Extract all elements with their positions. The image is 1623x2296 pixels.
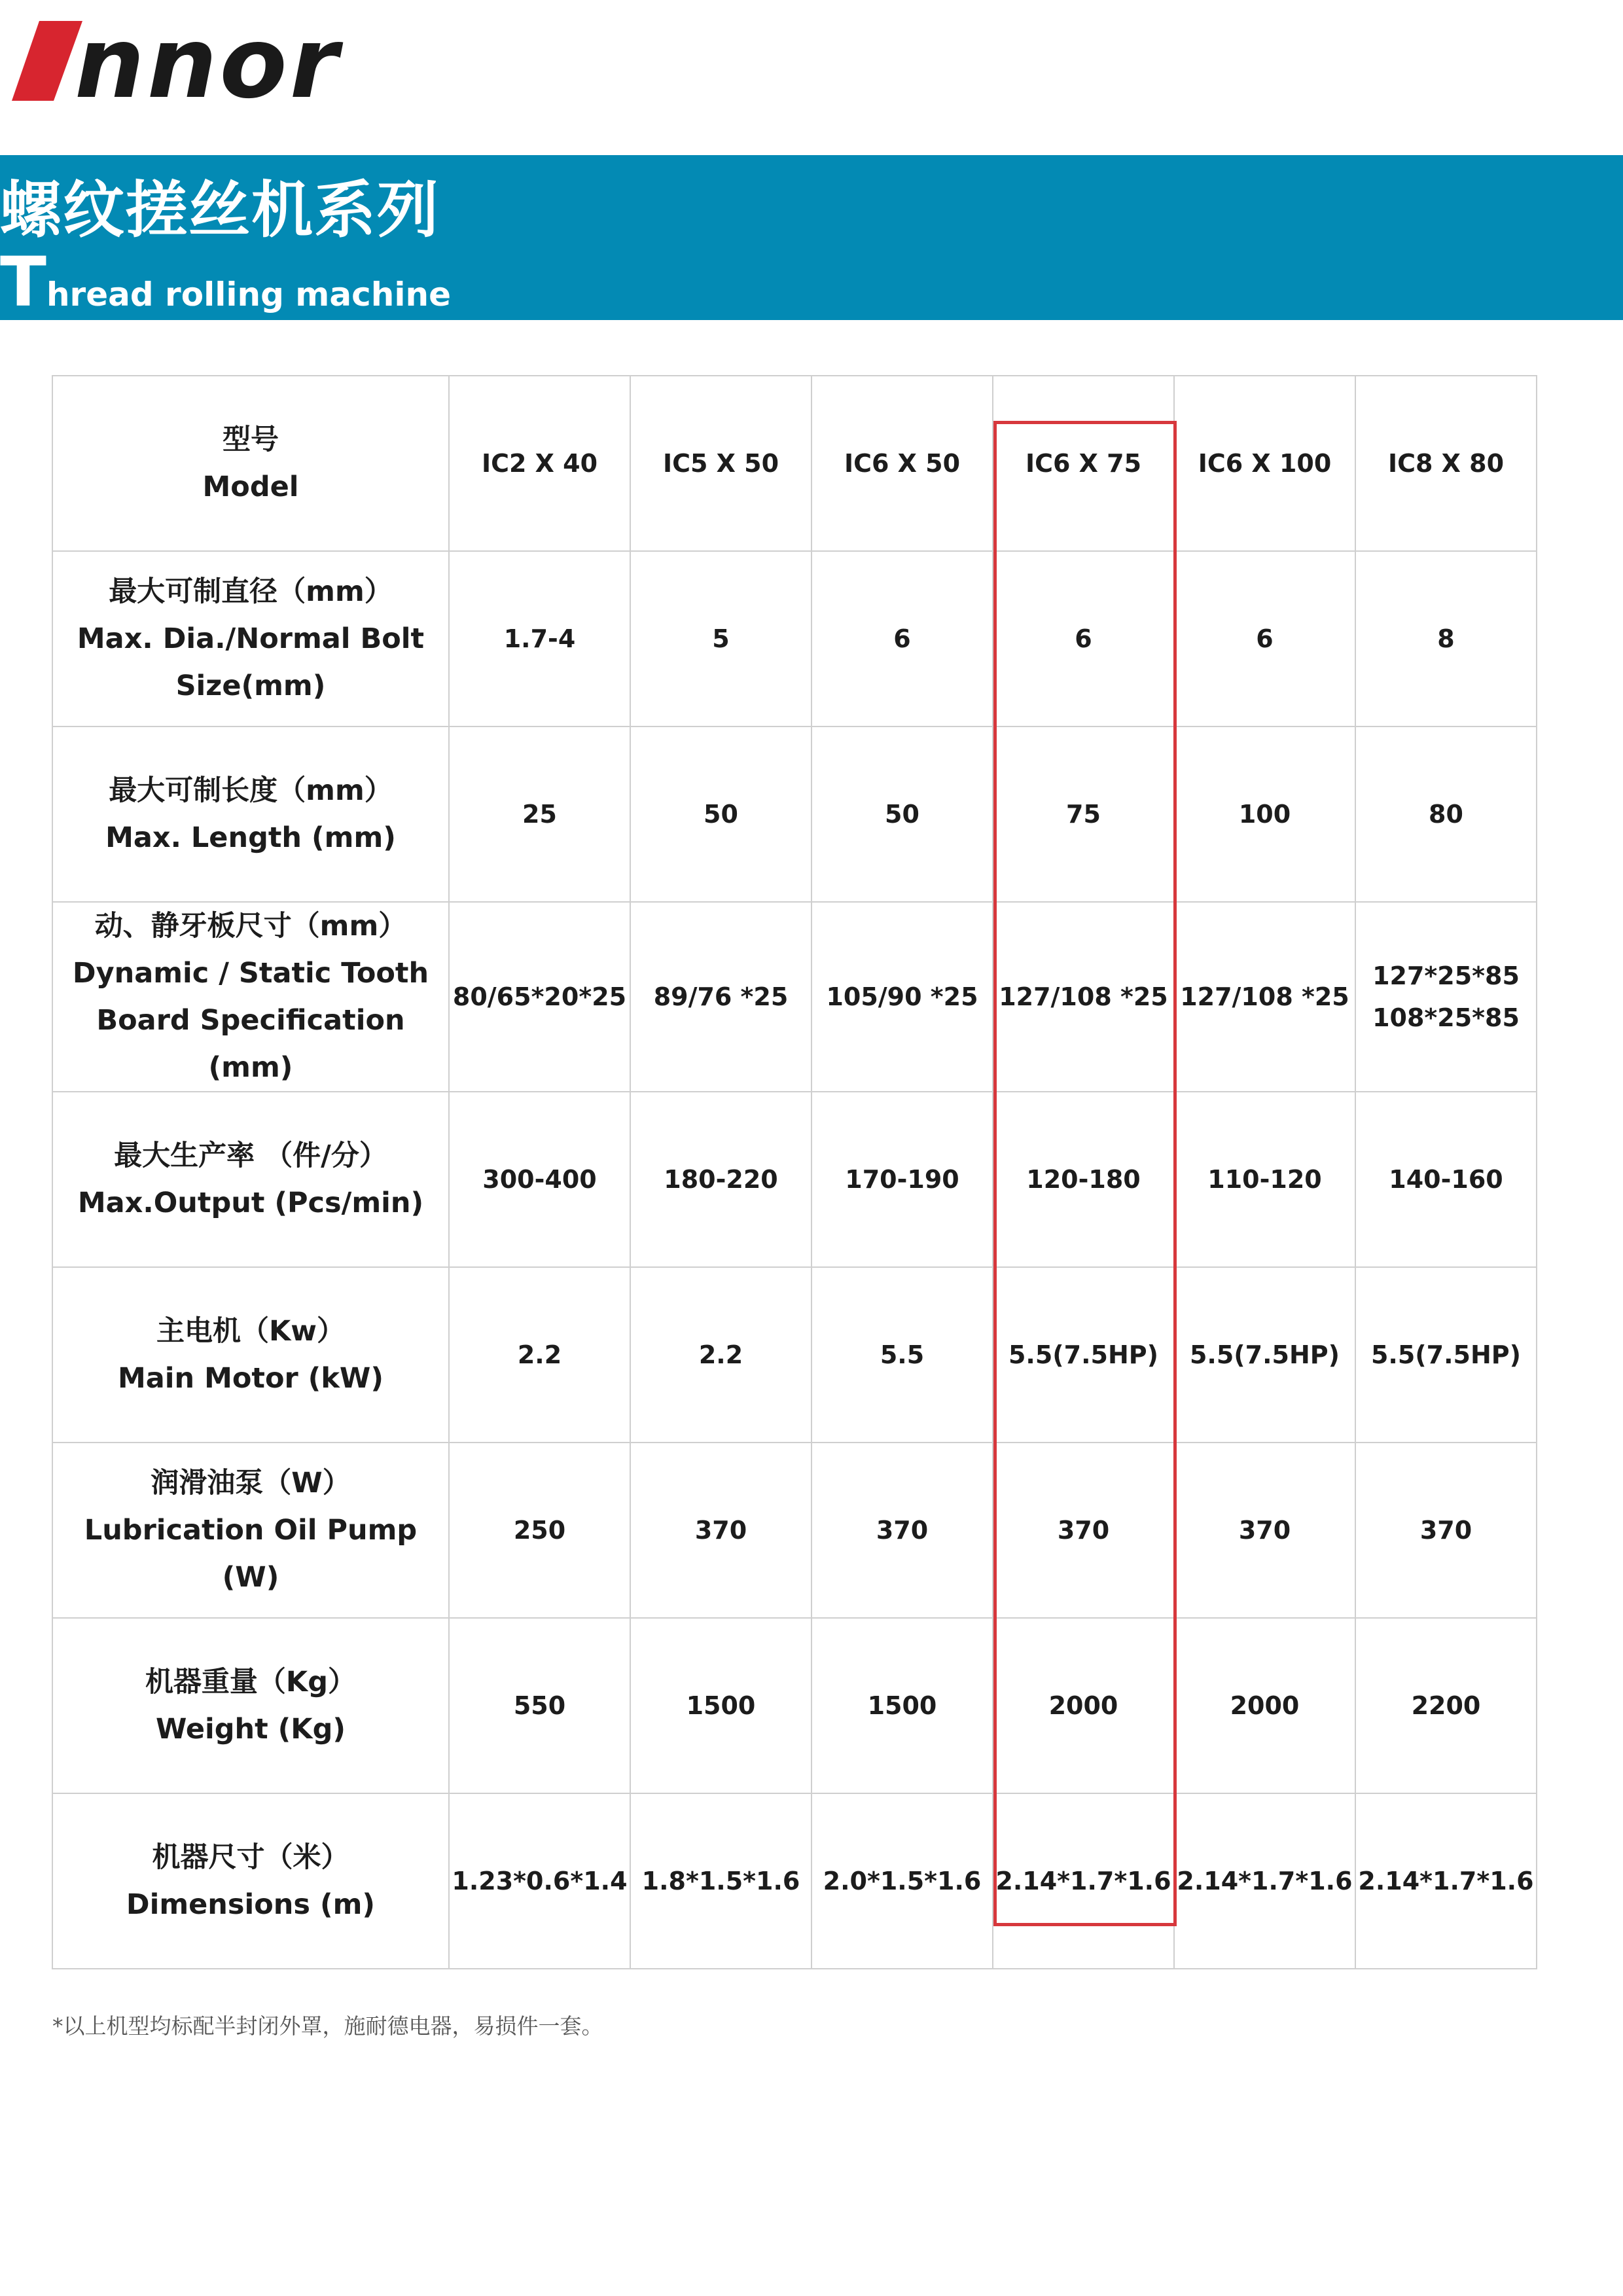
value-cell: [630, 1092, 812, 1267]
cell-value: 5.5: [880, 1340, 925, 1369]
cell-value: 1.8*1.5*1.6: [641, 1867, 800, 1895]
row-label-line: Main Motor (kW): [117, 1362, 384, 1395]
row-label-cell: [52, 1618, 449, 1793]
cell-value: 140-160: [1389, 1165, 1503, 1194]
cell-value: 250: [513, 1516, 566, 1545]
cell-value: 2.14*1.7*1.6: [1177, 1867, 1353, 1895]
cell-value: 105/90 *25: [826, 982, 978, 1011]
value-cell: [812, 551, 993, 726]
model-header-cell: [1355, 376, 1537, 551]
value-cell: [1355, 1443, 1537, 1618]
cell-value: 5.5(7.5HP): [1370, 1340, 1522, 1369]
cell-value: 370: [1419, 1516, 1472, 1545]
row-label-line: 机器重量（Kg）: [145, 1666, 357, 1698]
row-label-line: 最大可制长度（mm）: [109, 774, 393, 807]
footnote: *以上机型均标配半封闭外罩，施耐德电器，易损件一套。: [52, 2013, 603, 2039]
spec-row: [52, 1092, 1537, 1267]
value-cell: [993, 1618, 1174, 1793]
cell-value: 1500: [867, 1691, 937, 1720]
row-label-line: 机器尺寸（米）: [152, 1841, 349, 1874]
row-label-cell: [52, 1267, 449, 1443]
value-cell: [630, 902, 812, 1092]
cell-value: 5.5(7.5HP): [1008, 1340, 1159, 1369]
model-name: IC8 X 80: [1387, 449, 1505, 478]
row-label-line: 最大生产率 （件/分）: [114, 1139, 387, 1172]
cell-value: 5.5(7.5HP): [1189, 1340, 1340, 1369]
banner-title-rest: hread rolling machine: [46, 276, 451, 314]
value-cell: [812, 1793, 993, 1969]
model-name: IC6 X 50: [844, 449, 961, 478]
value-cell: [449, 1443, 630, 1618]
cell-value: 5: [712, 624, 730, 653]
value-cell: [812, 726, 993, 902]
cell-value: 6: [1075, 624, 1092, 653]
row-label-line: Size(mm): [175, 670, 326, 702]
cell-value: 100: [1238, 800, 1291, 829]
cell-value: 2.2: [517, 1340, 562, 1369]
value-cell: [993, 1267, 1174, 1443]
value-cell: [1174, 902, 1355, 1092]
row-label-line: 最大可制直径（mm）: [109, 575, 393, 608]
spec-row: [52, 902, 1537, 1092]
spec-row: [52, 726, 1537, 902]
cell-value: 127/108 *25: [1180, 982, 1349, 1011]
row-label-line: Max.Output (Pcs/min): [77, 1187, 424, 1219]
cell-value: 170-190: [845, 1165, 959, 1194]
cell-value: 180-220: [664, 1165, 778, 1194]
cell-value: 2200: [1411, 1691, 1481, 1720]
value-cell: [449, 726, 630, 902]
value-cell: [1174, 1443, 1355, 1618]
title-banner: [0, 155, 1623, 320]
value-cell: [630, 726, 812, 902]
value-cell: [449, 1793, 630, 1969]
row-label-line: 润滑油泵（W）: [151, 1467, 351, 1499]
value-cell: [993, 1092, 1174, 1267]
value-cell: [812, 1267, 993, 1443]
row-label-cell: [52, 1793, 449, 1969]
value-cell: [1355, 1793, 1537, 1969]
spec-row: [52, 1443, 1537, 1618]
banner-title-english: [0, 242, 451, 322]
value-cell: [812, 1618, 993, 1793]
banner-title-initial: T: [0, 242, 46, 322]
cell-value: 127*25*85: [1372, 961, 1520, 990]
row-label-line: Model: [202, 471, 299, 503]
model-name: IC6 X 100: [1198, 449, 1332, 478]
model-header-cell: [812, 376, 993, 551]
cell-value: 108*25*85: [1372, 1003, 1520, 1032]
cell-value: 1.23*0.6*1.4: [452, 1867, 628, 1895]
model-name: IC5 X 50: [662, 449, 779, 478]
model-name: IC6 X 75: [1025, 449, 1142, 478]
cell-value: 550: [513, 1691, 566, 1720]
cell-value: 89/76 *25: [653, 982, 789, 1011]
cell-value: 370: [876, 1516, 929, 1545]
cell-value: 25: [522, 800, 557, 829]
row-label-line: Dimensions (m): [126, 1888, 376, 1921]
value-cell: [630, 1793, 812, 1969]
cell-value: 2000: [1230, 1691, 1300, 1720]
model-name: IC2 X 40: [481, 449, 598, 478]
model-header-cell: [630, 376, 812, 551]
cell-value: 2000: [1048, 1691, 1118, 1720]
cell-value: 2.14*1.7*1.6: [995, 1867, 1171, 1895]
value-cell: [449, 551, 630, 726]
value-cell: [1174, 551, 1355, 726]
value-cell: [449, 1092, 630, 1267]
value-cell: [449, 902, 630, 1092]
value-cell: [1174, 1267, 1355, 1443]
cell-value: 370: [1057, 1516, 1110, 1545]
row-label-line: Dynamic / Static Tooth: [72, 957, 429, 990]
value-cell: [449, 1618, 630, 1793]
cell-value: 370: [1238, 1516, 1291, 1545]
row-label-line: Board Specification (mm): [96, 1004, 405, 1084]
cell-value: 370: [694, 1516, 747, 1545]
row-label-cell: [52, 1092, 449, 1267]
cell-value: 127/108 *25: [999, 982, 1168, 1011]
logo-wordmark: [12, 13, 418, 111]
spec-row: [52, 1793, 1537, 1969]
spec-table-body: [52, 376, 1537, 1969]
spec-row: [52, 1267, 1537, 1443]
cell-value: 75: [1066, 800, 1101, 829]
value-cell: [812, 1443, 993, 1618]
row-label-cell: [52, 726, 449, 902]
cell-value: 2.0*1.5*1.6: [823, 1867, 982, 1895]
value-cell: [1355, 1267, 1537, 1443]
value-cell: [812, 902, 993, 1092]
value-cell: [1355, 726, 1537, 902]
innor-logo: [12, 13, 418, 111]
spec-table: [52, 375, 1537, 1969]
model-header-cell: [1174, 376, 1355, 551]
cell-value: 110-120: [1207, 1165, 1322, 1194]
banner-title-chinese: 螺纹搓丝机系列: [0, 175, 440, 246]
row-label-cell: [52, 551, 449, 726]
value-cell: [1355, 1618, 1537, 1793]
cell-value: 50: [885, 800, 919, 829]
value-cell: [1174, 1618, 1355, 1793]
spec-row: [52, 1618, 1537, 1793]
value-cell: [1174, 1092, 1355, 1267]
header-label-cell: [52, 376, 449, 551]
row-label-line: 型号: [223, 423, 279, 456]
value-cell: [1355, 551, 1537, 726]
value-cell: [812, 1092, 993, 1267]
model-header-cell: [449, 376, 630, 551]
row-label-line: Max. Dia./Normal Bolt: [77, 622, 425, 655]
cell-value: 1500: [686, 1691, 756, 1720]
value-cell: [1174, 1793, 1355, 1969]
cell-value: 6: [1256, 624, 1274, 653]
value-cell: [630, 551, 812, 726]
value-cell: [449, 1267, 630, 1443]
cell-value: 2.2: [698, 1340, 743, 1369]
cell-value: 120-180: [1026, 1165, 1141, 1194]
value-cell: [993, 1443, 1174, 1618]
cell-value: 80: [1429, 800, 1463, 829]
cell-value: 80/65*20*25: [452, 982, 627, 1011]
cell-value: 300-400: [482, 1165, 597, 1194]
value-cell: [630, 1267, 812, 1443]
value-cell: [630, 1618, 812, 1793]
row-label-line: Weight (Kg): [155, 1713, 346, 1746]
value-cell: [630, 1443, 812, 1618]
value-cell: [993, 902, 1174, 1092]
spec-row: [52, 551, 1537, 726]
model-header-cell: [993, 376, 1174, 551]
value-cell: [1355, 902, 1537, 1092]
row-label-line: 主电机（Kw）: [156, 1315, 346, 1348]
value-cell: [1355, 1092, 1537, 1267]
value-cell: [993, 1793, 1174, 1969]
cell-value: 2.14*1.7*1.6: [1358, 1867, 1534, 1895]
value-cell: [993, 551, 1174, 726]
cell-value: 8: [1437, 624, 1455, 653]
cell-value: 1.7-4: [503, 624, 576, 653]
row-label-cell: [52, 902, 449, 1092]
row-label-line: Lubrication Oil Pump (W): [84, 1514, 418, 1594]
row-label-line: 动、静牙板尺寸（mm）: [94, 910, 407, 942]
value-cell: [1174, 726, 1355, 902]
logo-red-slash: [12, 21, 82, 101]
value-cell: [993, 726, 1174, 902]
header-row: [52, 376, 1537, 551]
logo-letters: nnor: [75, 13, 341, 111]
cell-value: 6: [893, 624, 911, 653]
row-label-line: Max. Length (mm): [105, 821, 396, 854]
cell-value: 50: [704, 800, 738, 829]
row-label-cell: [52, 1443, 449, 1618]
